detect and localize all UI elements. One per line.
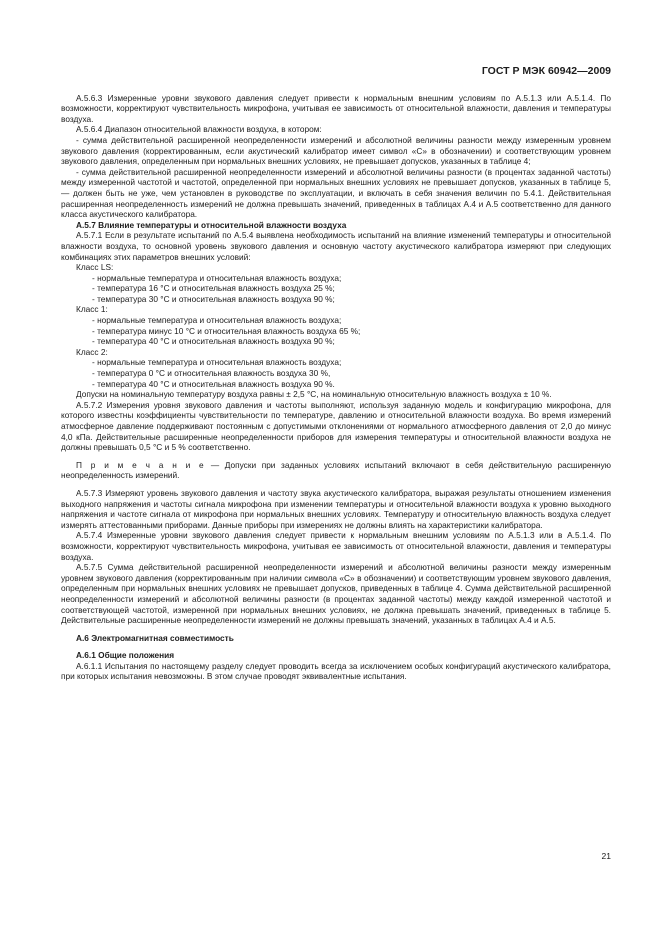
paragraph: Класс 1: <box>76 304 108 315</box>
paragraph: - температура 40 °C и относительная влажность воздуха 90 %; <box>92 336 335 347</box>
paragraph: - нормальные температура и относительная влажность воздуха; <box>92 315 342 326</box>
paragraph: Класс LS: <box>76 262 114 273</box>
paragraph: - нормальные температура и относительная влажность воздуха; <box>92 272 342 283</box>
paragraph: - температура минус 10 °C и относительная влажность воздуха 65 %; <box>92 325 361 336</box>
paragraph: А.5.6.4 Диапазон относительной влажности воздуха, в котором: <box>76 124 322 135</box>
paragraph: - сумма действительной расширенной неопределенности измерений и абсолютной величины разности между измеренным уровнем звукового давления (корректированным, если акустический калибратор имеет символ «C» в обозначении) и соответствующим уровнем звукового давления, определенным при нормальных внешних условиях, не превышает допусков, указанных в таблице 4; <box>61 134 611 167</box>
paragraph: - температура 30 °C и относительная влажность воздуха 90 %; <box>92 293 335 304</box>
paragraph <box>61 460 611 481</box>
document-body <box>61 93 611 682</box>
paragraph: А.5.7.5 Сумма действительной расширенной неопределенности измерений и абсолютной величины разности между измеренным уровнем звукового давления (корректированным при наличии символа «C» в обозначении) и соответствующим уровнем звукового давления, определенным при нормальных внешних условиях не превышает допусков, приведенных в таблице 4. Сумма действительной расширенной неопределенности измерений и абсолютной величины разности (в процентах заданной частоты) между каждой измеренной частотой и соответствующей частотой, измеренной при нормальных внешних условиях, не должна превышать значений, приведенных в таблице 5. Действительные расширенные неопределенности измерений не должны превышать значений, указанных в таблицах А.4 и А.5. <box>61 562 611 626</box>
note-label: П р и м е ч а н и е <box>76 459 206 470</box>
paragraph: Класс 2: <box>76 346 108 357</box>
paragraph: А.5.7.4 Измеренные уровни звукового давления следует привести к нормальным внешним условиям по А.5.1.3 или в А.5.1.4. По возможности, корректируют чувствительность микрофона, учитывая ее зависимость от относительной влажности, давления и температуры воздуха. <box>61 530 611 562</box>
paragraph: А.5.7.1 Если в результате испытаний по А.5.4 выявлена необходимость испытаний на влияние изменений температуры и относительной влажности воздуха, то основной уровень звукового давления и основную частоту акустического калибратора измеряют при следующих комбинациях этих параметров внешних условий: <box>61 230 611 262</box>
standard-header: ГОСТ Р МЭК 60942—2009 <box>481 65 611 77</box>
paragraph: - нормальные температура и относительная влажность воздуха; <box>92 357 342 368</box>
section-heading: А.5.7 Влияние температуры и относительной влажности воздуха <box>76 219 347 230</box>
paragraph: А.6.1.1 Испытания по настоящему разделу следует проводить всегда за исключением особых конфигураций акустического калибратора, при которых испытания невозможны. В этом случае проводят эквивалентные испытания. <box>61 660 611 682</box>
paragraph: А.5.6.3 Измеренные уровни звукового давления следует привести к нормальным внешним условиям по А.5.1.3 или А.5.1.4. По возможности, корректируют чувствительность микрофона, учитывая ее зависимость от относительной влажности, давления и температуры воздуха. <box>61 92 611 124</box>
paragraph: - температура 16 °C и относительная влажность воздуха 25 %; <box>92 283 335 294</box>
section-heading: А.6.1 Общие положения <box>76 650 175 661</box>
paragraph: - температура 0 °C и относительная влажность воздуха 30 %, <box>92 368 331 379</box>
page-number: 21 <box>601 851 611 861</box>
paragraph: А.5.7.2 Измерения уровня звукового давления и частоты выполняют, используя заданную модель и конфигурацию микрофона, для которого известны коэффициенты чувствительности по температуре, давлению и относительной влажности воздуха. Во время измерений атмосферное давление поддерживают постоянным с допустимыми отклонениями от нормального атмосферного давления от 2,0 до минус 4,0 кПа. Действительные расширенные неопределенности приборов для измерения температуры и относительной влажности воздуха не должны превышать 0,5 °C и 5 % соответственно. <box>61 399 611 453</box>
paragraph: - сумма действительной расширенной неопределенности измерений и абсолютной величины разности (в процентах заданной частоты) между измеренной частотой и частотой, определенной при нормальных внешних условиях не превышает допусков, указанных в таблице 5, — должен быть не уже, чем установлен в руководстве по эксплуатации, и включать в себя значения величин по 5.4.1. Действительная расширенная неопределенность измерений не должна превышать значений, приведенных в таблицах А.4 и А.5 соответственно для данного класса акустического калибратора. <box>61 166 611 220</box>
section-heading: А.6 Электромагнитная совместимость <box>76 632 234 643</box>
paragraph: А.5.7.3 Измеряют уровень звукового давления и частоту звука акустического калибратора, выражая результаты отношением изменения выходного напряжения и частоты сигнала микрофона при изменении температуры и относительной влажности воздуха к уровню выходного напряжения и частоте сигнала от микрофона при нормальных внешних условиях. Температуру и относительную влажность воздуха следует измерять аттестованными приборами. Данные приборы при измерениях не должны влиять на характеристики калибратора. <box>61 487 611 530</box>
paragraph: Допуски на номинальную температуру воздуха равны ± 2,5 °C, на номинальную относительную влажность воздуха ± 10 %. <box>76 389 552 400</box>
paragraph: - температура 40 °C и относительная влажность воздуха 90 %. <box>92 378 335 389</box>
note-text: — Допуски при заданных условиях испытаний включают в себя действительную расширенную неопределенность измерений. <box>61 459 611 481</box>
